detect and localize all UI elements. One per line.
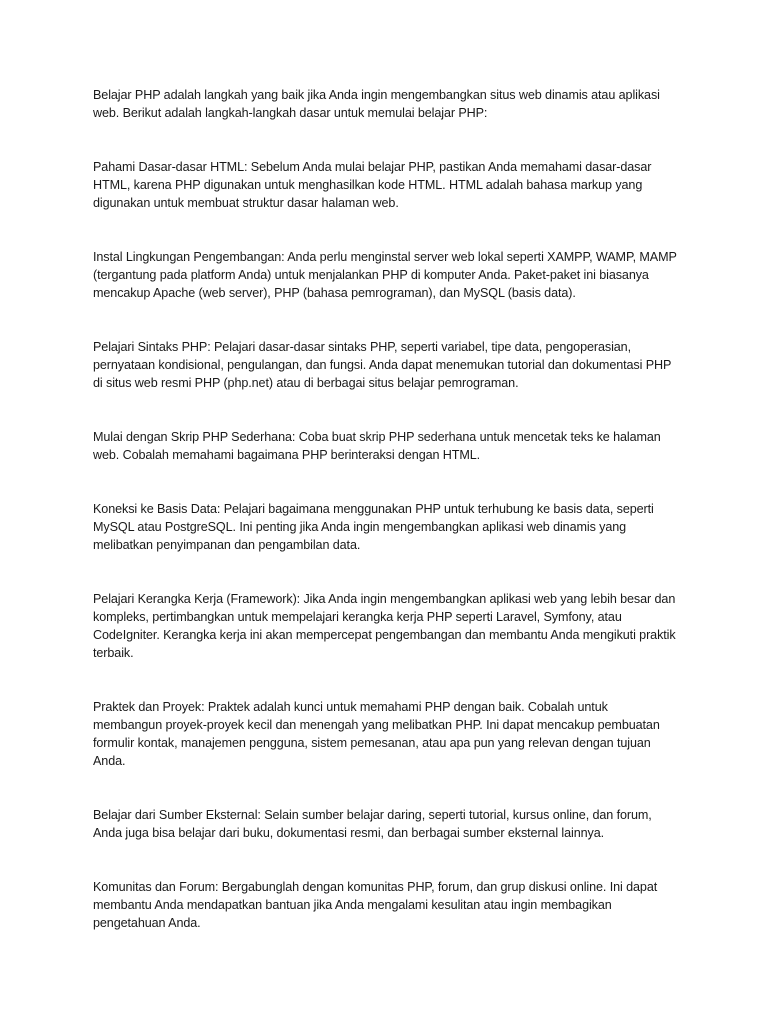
paragraph-html-basics: Pahami Dasar-dasar HTML: Sebelum Anda mulai belajar PHP, pastikan Anda memahami dasar-dasar HTML, karena PHP digunakan untuk menghasilkan kode HTML. HTML adalah bahasa markup yang digunakan untuk membuat struktur dasar halaman web.: [93, 160, 652, 210]
paragraph-external-sources: Belajar dari Sumber Eksternal: Selain sumber belajar daring, seperti tutorial, kursus online, dan forum, Anda juga bisa belajar dari buku, dokumentasi resmi, dan berbagai sumber eksternal lainnya.: [93, 808, 652, 840]
paragraph-framework: Pelajari Kerangka Kerja (Framework): Jika Anda ingin mengembangkan aplikasi web yang lebih besar dan kompleks, pertimbangkan untuk mempelajari kerangka kerja PHP seperti Laravel, Symfony, atau CodeIgniter. Kerangka kerja ini akan mempercepat pengembangan dan membantu Anda mengikuti praktik terbaik.: [93, 592, 676, 660]
paragraph-simple-script: Mulai dengan Skrip PHP Sederhana: Coba buat skrip PHP sederhana untuk mencetak teks ke halaman web. Cobalah memahami bagaimana PHP berinteraksi dengan HTML.: [93, 430, 661, 462]
intro-paragraph: Belajar PHP adalah langkah yang baik jika Anda ingin mengembangkan situs web dinamis atau aplikasi web. Berikut adalah langkah-langkah dasar untuk memulai belajar PHP:: [93, 88, 660, 120]
paragraph-install-environment: Instal Lingkungan Pengembangan: Anda perlu menginstal server web lokal seperti XAMPP, WAMP, MAMP (tergantung pada platform Anda) untuk menjalankan PHP di komputer Anda. Paket-paket ini biasanya mencakup Apache (web server), PHP (bahasa pemrograman), dan MySQL (basis data).: [93, 250, 677, 300]
paragraph-community-forum: Komunitas dan Forum: Bergabunglah dengan komunitas PHP, forum, dan grup diskusi online. Ini dapat membantu Anda mendapatkan bantuan jika Anda mengalami kesulitan atau ingin membagikan pengetahuan Anda.: [93, 880, 658, 930]
paragraph-practice-projects: Praktek dan Proyek: Praktek adalah kunci untuk memahami PHP dengan baik. Cobalah untuk membangun proyek-proyek kecil dan menengah yang melibatkan PHP. Ini dapat mencakup pembuatan formulir kontak, manajemen pengguna, sistem pemesanan, atau apa pun yang relevan dengan tujuan Anda.: [93, 700, 660, 768]
paragraph-database-connection: Koneksi ke Basis Data: Pelajari bagaimana menggunakan PHP untuk terhubung ke basis data, seperti MySQL atau PostgreSQL. Ini penting jika Anda ingin mengembangkan aplikasi web dinamis yang melibatkan penyimpanan dan pengambilan data.: [93, 502, 654, 552]
paragraph-php-syntax: Pelajari Sintaks PHP: Pelajari dasar-dasar sintaks PHP, seperti variabel, tipe data, pengoperasian, pernyataan kondisional, pengulangan, dan fungsi. Anda dapat menemukan tutorial dan dokumentasi PHP di situs web resmi PHP (php.net) atau di berbagai situs belajar pemrograman.: [93, 340, 672, 390]
